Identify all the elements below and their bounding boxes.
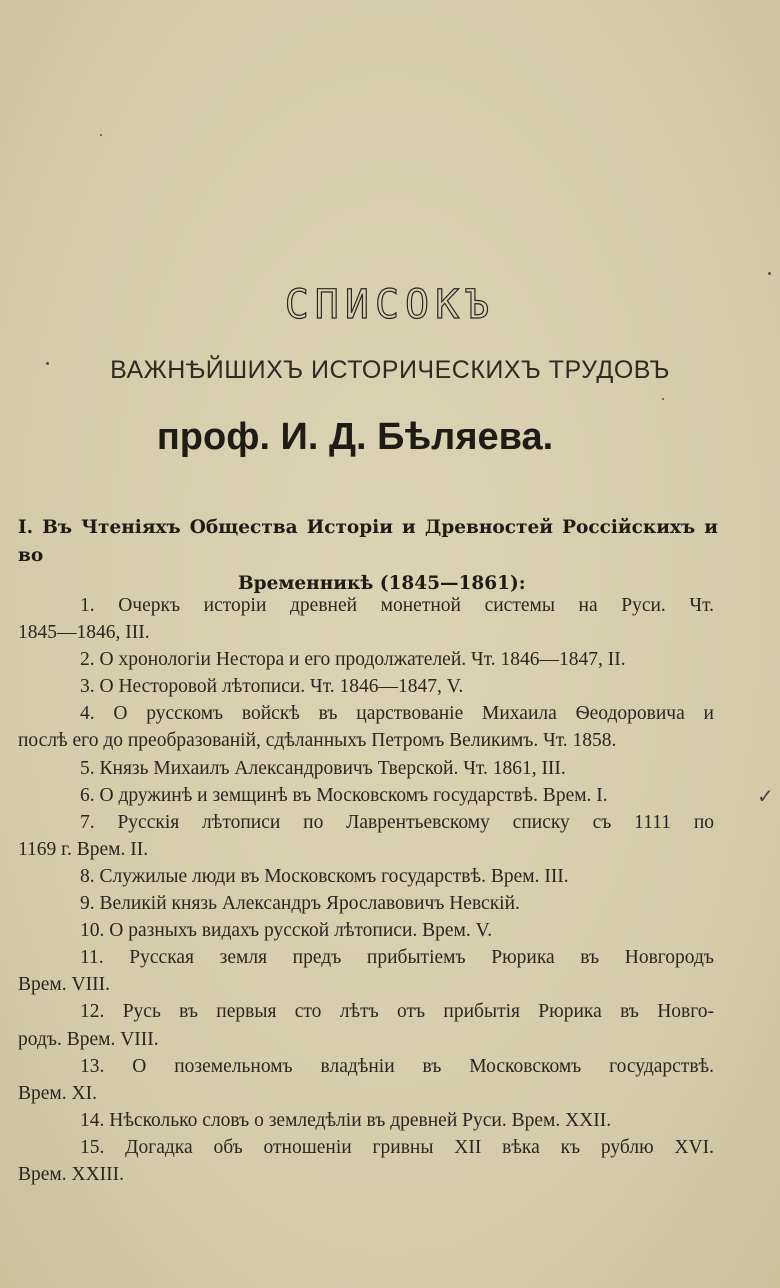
- entry-5: 5. Князь Михаилъ Александровичъ Тверской. Чт. 1861, III.: [80, 757, 566, 779]
- entry-10: 10. О разныхъ видахъ русской лѣтописи. Врем. V.: [80, 920, 493, 942]
- entry-12-line2: родъ. Врем. VIII.: [18, 1028, 159, 1050]
- entry-11-line2: Врем. VIII.: [18, 974, 110, 996]
- entry-7-line1: 7. Русскія лѣтописи по Лаврентьевскому списку съ 1111 по: [80, 811, 714, 833]
- entry-8: 8. Служилые люди въ Московскомъ государствѣ. Врем. III.: [80, 865, 569, 887]
- entry-15-line1: 15. Догадка объ отношеніи гривны XII вѣка къ рублю XVI.: [80, 1136, 714, 1158]
- paper-speck: [662, 398, 664, 400]
- entry-6: 6. О дружинѣ и земщинѣ въ Московскомъ государствѣ. Врем. I.: [80, 784, 608, 806]
- page-subtitle: ВАЖНѢЙШИХЪ ИСТОРИЧЕСКИХЪ ТРУДОВЪ: [110, 356, 670, 384]
- margin-check-mark: ✓: [757, 784, 774, 808]
- author-line: проф. И. Д. Бѣляева.: [156, 416, 554, 458]
- section-heading-line2: Временникѣ (1845—1861):: [238, 573, 526, 594]
- entry-15-line2: Врем. XXIII.: [18, 1163, 125, 1185]
- entry-1-line2: 1845—1846, III.: [18, 622, 150, 644]
- paper-speck: [100, 134, 102, 136]
- entry-4-line2: послѣ его до преобразованій, сдѣланныхъ Петромъ Великимъ. Чт. 1858.: [18, 730, 617, 752]
- entry-1-line1: 1. Очеркъ исторіи древней монетной системы на Руси. Чт.: [80, 595, 714, 616]
- entry-9: 9. Великій князь Александръ Ярославовичъ Невскій.: [80, 893, 520, 915]
- entry-2: 2. О хронологіи Нестора и его продолжателей. Чт. 1846—1847, II.: [80, 649, 626, 671]
- section-heading: [18, 514, 718, 598]
- entry-14: 14. Нѣсколько словъ о земледѣліи въ древней Руси. Врем. XXII.: [80, 1109, 612, 1131]
- entry-11-line1: 11. Русская земля предъ прибытіемъ Рюрика въ Новгородъ: [80, 947, 714, 969]
- entry-13-line1: 13. О поземельномъ владѣніи въ Московскомъ государствѣ.: [80, 1055, 714, 1077]
- entry-13-line2: Врем. XI.: [18, 1082, 97, 1104]
- entry-7-line2: 1169 г. Врем. II.: [18, 838, 149, 860]
- entry-4-line1: 4. О русскомъ войскѣ въ царствованіе Михаила Ѳеодоровича и: [80, 703, 714, 725]
- paper-speck: [768, 272, 771, 275]
- entries-list: [18, 592, 714, 1188]
- entry-12-line1: 12. Русь въ первыя сто лѣтъ отъ прибытія Рюрика въ Новго-: [80, 1001, 714, 1023]
- section-heading-line1: I. Въ Чтеніяхъ Общества Исторіи и Древностей Россійскихъ и во: [18, 517, 718, 566]
- entry-3: 3. О Несторовой лѣтописи. Чт. 1846—1847, V.: [80, 676, 464, 698]
- paper-speck: [46, 362, 49, 365]
- page-title: СПИСОКЪ: [284, 282, 496, 328]
